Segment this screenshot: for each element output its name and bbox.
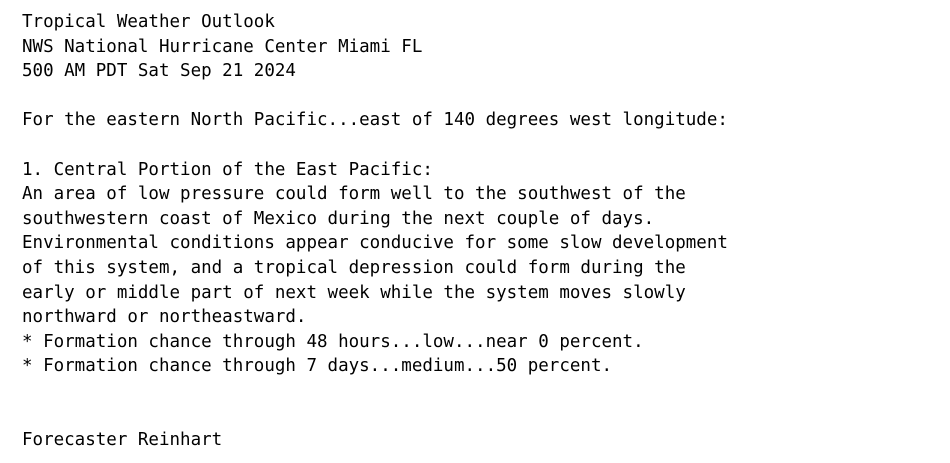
document-line-timestamp: 500 AM PDT Sat Sep 21 2024 — [22, 61, 296, 82]
document-line-title: Tropical Weather Outlook — [22, 12, 275, 32]
document-line-body-1: An area of low pressure could form well to the southwest of the — [22, 184, 686, 205]
document-line-section-heading: 1. Central Portion of the East Pacific: — [22, 159, 433, 180]
document-line-body-4: of this system, and a tropical depression could form during the — [22, 257, 686, 278]
document-line-blank-3 — [22, 379, 928, 404]
document-line-blank-2 — [22, 133, 928, 158]
document-line-body-3: Environmental conditions appear conducive for some slow development — [22, 233, 728, 254]
document-line-blank-1 — [22, 84, 928, 109]
document-line-body-5: early or middle part of next week while the system moves slowly — [22, 282, 686, 303]
document-line-issuing-office: NWS National Hurricane Center Miami FL — [22, 36, 423, 57]
document-line-formation-chance-48h: * Formation chance through 48 hours...low...near 0 percent. — [22, 331, 644, 352]
document-line-body-2: southwestern coast of Mexico during the next couple of days. — [22, 208, 655, 229]
document-line-formation-chance-7d: * Formation chance through 7 days...medium...50 percent. — [22, 356, 613, 377]
document-line-basin-scope: For the eastern North Pacific...east of 140 degrees west longitude: — [22, 110, 728, 131]
document-line-blank-4 — [22, 404, 928, 429]
document-line-body-6: northward or northeastward. — [22, 307, 307, 328]
document-line-forecaster: Forecaster Reinhart — [22, 430, 223, 451]
